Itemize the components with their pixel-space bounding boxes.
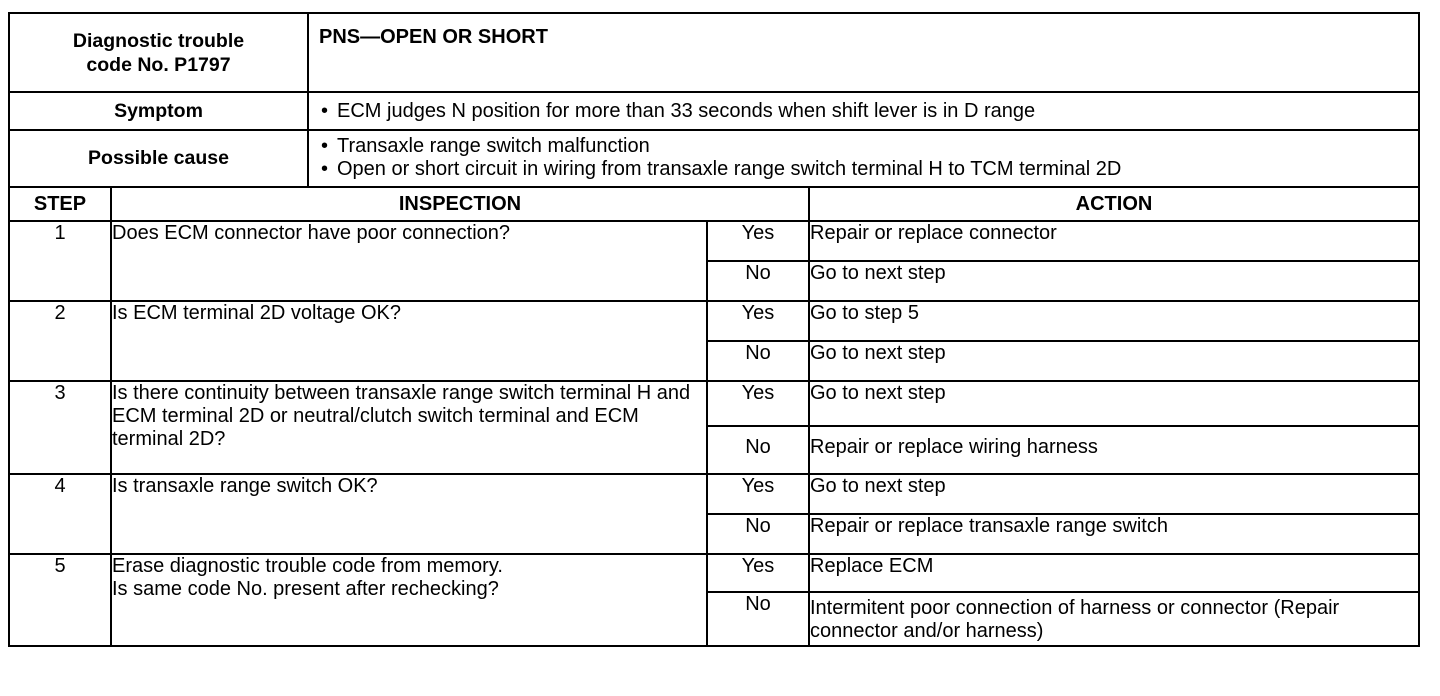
inspection-text: Is ECM terminal 2D voltage OK? — [111, 301, 707, 381]
cause-label: Possible cause — [9, 130, 308, 187]
yes-action: Go to next step — [809, 474, 1419, 514]
no-action: Repair or replace wiring harness — [809, 426, 1419, 474]
no-label: No — [707, 514, 809, 554]
dtc-label — [9, 13, 308, 92]
no-action: Intermitent poor connection of harness or connector (Repair connector and/or harness) — [809, 592, 1419, 646]
step-number: 1 — [9, 221, 111, 301]
step-number: 4 — [9, 474, 111, 554]
symptom-item: • ECM judges N position for more than 33 seconds when shift lever is in D range — [319, 100, 1408, 123]
dtc-header-table — [8, 12, 1420, 188]
no-label: No — [707, 261, 809, 301]
step-column-header: STEP — [9, 187, 111, 221]
cause-item: • Transaxle range switch malfunction — [319, 135, 1408, 158]
table-row — [9, 301, 1419, 341]
no-action: Repair or replace transaxle range switch — [809, 514, 1419, 554]
no-action: Go to next step — [809, 341, 1419, 381]
yes-action: Go to next step — [809, 381, 1419, 426]
step-number: 3 — [9, 381, 111, 474]
steps-table — [8, 186, 1420, 647]
yes-action: Replace ECM — [809, 554, 1419, 592]
yes-label: Yes — [707, 221, 809, 261]
table-row — [9, 474, 1419, 514]
symptom-list — [309, 93, 1418, 123]
no-action: Go to next step — [809, 261, 1419, 301]
dtc-label-text: Diagnostic trouble code No. P1797 — [72, 29, 245, 76]
symptom-cell — [308, 92, 1419, 130]
yes-action: Repair or replace connector — [809, 221, 1419, 261]
action-column-header: ACTION — [809, 187, 1419, 221]
no-label: No — [707, 592, 809, 646]
cause-item: • Open or short circuit in wiring from transaxle range switch terminal H to TCM terminal 2D — [319, 158, 1408, 181]
inspection-text: Erase diagnostic trouble code from memory. Is same code No. present after rechecking? — [111, 554, 707, 646]
inspection-text: Does ECM connector have poor connection? — [111, 221, 707, 301]
inspection-text: Is there continuity between transaxle range switch terminal H and ECM terminal 2D or neutral/clutch switch terminal and ECM terminal 2D? — [111, 381, 707, 474]
no-label: No — [707, 426, 809, 474]
yes-label: Yes — [707, 301, 809, 341]
inspection-text: Is transaxle range switch OK? — [111, 474, 707, 554]
no-label: No — [707, 341, 809, 381]
table-row — [9, 554, 1419, 592]
dtc-title: PNS—OPEN OR SHORT — [319, 26, 548, 48]
yes-label: Yes — [707, 381, 809, 426]
step-number: 5 — [9, 554, 111, 646]
column-header-row — [9, 187, 1419, 221]
table-row — [9, 221, 1419, 261]
step-number: 2 — [9, 301, 111, 381]
dtc-title-cell — [308, 13, 1419, 92]
yes-label: Yes — [707, 474, 809, 514]
cause-cell — [308, 130, 1419, 187]
table-row — [9, 381, 1419, 426]
diagnostic-sheet — [8, 12, 1418, 647]
yes-label: Yes — [707, 554, 809, 592]
inspection-column-header: INSPECTION — [111, 187, 809, 221]
cause-list — [309, 131, 1418, 181]
symptom-label: Symptom — [9, 92, 308, 130]
yes-action: Go to step 5 — [809, 301, 1419, 341]
